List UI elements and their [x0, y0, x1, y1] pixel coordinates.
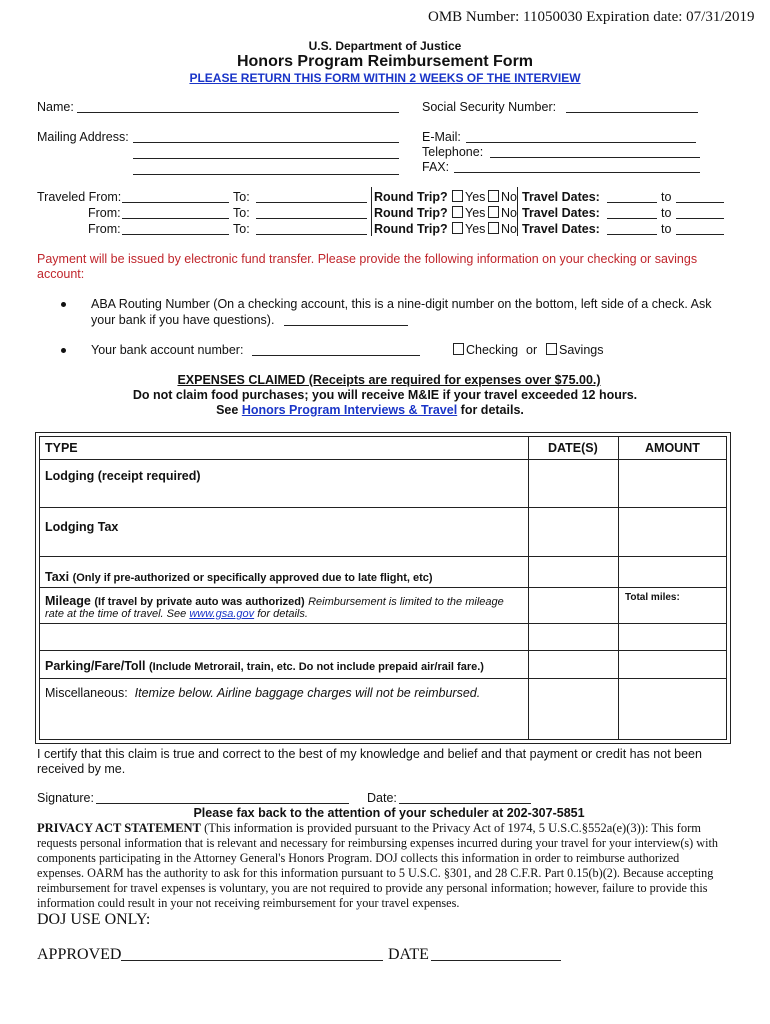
date-label: Date: — [367, 791, 397, 805]
round-trip-yes-3[interactable] — [452, 222, 485, 236]
parking-label — [45, 659, 484, 673]
mileage-line2-text: rate at the time of travel. See — [45, 608, 187, 620]
type-cell — [40, 679, 529, 739]
travel-date-start-2[interactable] — [607, 206, 657, 219]
amount-header-cell — [619, 437, 726, 459]
travel-date-end-3[interactable] — [676, 222, 724, 235]
aba-routing-field[interactable] — [284, 313, 408, 326]
privacy-title: PRIVACY ACT STATEMENT — [37, 821, 201, 835]
see-text: See — [216, 403, 239, 417]
form-title: Honors Program Reimbursement Form — [236, 53, 534, 70]
table-row-mileage — [40, 588, 726, 624]
type-header-cell — [40, 437, 529, 459]
mileage-line-1 — [45, 594, 504, 608]
approved-label: APPROVED — [37, 946, 122, 963]
return-notice: PLEASE RETURN THIS FORM WITHIN 2 WEEKS OF THE INTERVIEW — [189, 71, 581, 85]
taxi-main: Taxi — [45, 570, 70, 584]
type-cell — [40, 588, 529, 623]
agency-name: U.S. Department of Justice — [308, 39, 462, 53]
approved-field[interactable] — [121, 960, 383, 961]
blank-type-cell[interactable] — [40, 624, 529, 650]
payment-notice-line-2: account: — [37, 267, 85, 281]
travel-date-start-1[interactable] — [607, 190, 657, 203]
lodging-amount-cell[interactable] — [619, 460, 726, 507]
privacy-line-1 — [37, 821, 701, 836]
yes-label: Yes — [465, 206, 486, 220]
lodging-tax-dates-cell[interactable] — [529, 508, 619, 556]
privacy-line-5: reimbursement for travel expenses is voluntary, you are not required to provide any personal information; however, failure to provide this — [37, 881, 708, 895]
mailing-address-line-2[interactable] — [133, 146, 399, 159]
type-header: TYPE — [45, 441, 78, 455]
blank-amount-cell[interactable] — [619, 624, 726, 650]
type-cell — [40, 508, 529, 556]
parking-note: (Include Metrorail, train, etc. Do not include prepaid air/rail fare.) — [148, 661, 484, 673]
mileage-dates-cell[interactable] — [529, 588, 619, 623]
bullet-icon — [61, 302, 66, 307]
gsa-link[interactable]: www.gsa.gov — [189, 608, 255, 620]
to-label-3: To: — [233, 222, 250, 236]
blank-dates-cell[interactable] — [529, 624, 619, 650]
type-cell — [40, 460, 529, 507]
dates-header: DATE(S) — [548, 441, 598, 455]
yes-label: Yes — [465, 190, 486, 204]
privacy-line-2: requests personal information that is relevant and necessary for reimbursing expenses incurred during your travel for your interview(s) with — [37, 836, 718, 850]
total-miles-label: Total miles: — [625, 592, 680, 603]
travel-divider-1 — [371, 187, 372, 236]
round-trip-no-2[interactable] — [488, 206, 517, 220]
travel-divider-2 — [517, 187, 518, 236]
checkbox-icon — [452, 222, 463, 234]
round-trip-yes-2[interactable] — [452, 206, 485, 220]
savings-label: Savings — [559, 343, 604, 357]
privacy-line-3: components participating in the Attorney General's Honors Program. DOJ collects this information in order to reimburse authorized — [37, 851, 680, 865]
privacy-line1-text: (This information is provided pursuant to the Privacy Act of 1974, 5 U.S.C.§552a(e)(3)): This form — [204, 821, 701, 835]
checking-option[interactable] — [453, 343, 518, 357]
mileage-main: Mileage — [45, 594, 91, 608]
certify-line-2: received by me. — [37, 762, 126, 776]
mailing-address-line-3[interactable] — [133, 162, 399, 175]
travel-date-end-1[interactable] — [676, 190, 724, 203]
taxi-dates-cell[interactable] — [529, 557, 619, 587]
date-field[interactable] — [399, 791, 531, 804]
mileage-line-2 — [45, 608, 308, 620]
or-label: or — [526, 343, 538, 357]
no-label: No — [501, 222, 517, 236]
to-field-3[interactable] — [256, 222, 367, 235]
signature-label: Signature: — [37, 791, 94, 805]
ssn-field[interactable] — [566, 100, 698, 113]
round-trip-label-1: Round Trip? — [374, 190, 448, 204]
parking-amount-cell[interactable] — [619, 651, 726, 678]
ssn-label: Social Security Number: — [422, 100, 557, 114]
from-label-3: From: — [88, 222, 121, 236]
fax-field[interactable] — [454, 160, 700, 173]
travel-dates-label-2: Travel Dates: — [522, 206, 600, 220]
to-lower-2: to — [661, 206, 672, 220]
travel-date-start-3[interactable] — [607, 222, 657, 235]
round-trip-label-2: Round Trip? — [374, 206, 448, 220]
telephone-field[interactable] — [490, 145, 700, 158]
certify-line-1: I certify that this claim is true and correct to the best of my knowledge and belief and that payment or credit has not been — [37, 747, 702, 761]
yes-label: Yes — [465, 222, 486, 236]
doj-date-field[interactable] — [431, 960, 561, 961]
from-field-1[interactable] — [122, 190, 229, 203]
for-details-text: for details. — [460, 403, 524, 417]
travel-dates-label-3: Travel Dates: — [522, 222, 600, 236]
dates-header-cell — [529, 437, 619, 459]
checkbox-icon — [453, 343, 464, 355]
doj-use-only: DOJ USE ONLY: — [37, 911, 151, 928]
table-row-blank — [40, 624, 726, 651]
table-row-lodging — [40, 460, 726, 508]
mileage-amount-cell[interactable] — [619, 588, 726, 623]
telephone-label: Telephone: — [422, 145, 484, 159]
lodging-label: Lodging (receipt required) — [45, 469, 201, 483]
fax-label: FAX: — [422, 160, 450, 174]
table-row-lodging-tax — [40, 508, 726, 557]
taxi-amount-cell[interactable] — [619, 557, 726, 587]
mailing-address-label: Mailing Address: — [37, 130, 129, 144]
honors-program-link[interactable]: Honors Program Interviews & Travel — [241, 403, 458, 417]
savings-option[interactable] — [546, 343, 603, 357]
checking-label: Checking — [466, 343, 519, 357]
mileage-line2-end: for details. — [257, 608, 308, 620]
to-field-2[interactable] — [256, 206, 367, 219]
table-row-taxi — [40, 557, 726, 588]
checkbox-icon — [488, 190, 499, 202]
expenses-heading: EXPENSES CLAIMED (Receipts are required for expenses over $75.00.) — [177, 373, 601, 387]
mailing-address-line-1[interactable] — [133, 130, 399, 143]
amount-header: AMOUNT — [645, 441, 700, 455]
lodging-tax-label: Lodging Tax — [45, 520, 119, 534]
checkbox-icon — [488, 222, 499, 234]
doj-date-label: DATE — [388, 946, 429, 963]
taxi-note: (Only if pre-authorized or specifically approved due to late flight, etc) — [72, 572, 433, 584]
checkbox-icon — [546, 343, 557, 355]
bank-account-label: Your bank account number: — [91, 343, 244, 357]
table-row-parking — [40, 651, 726, 679]
from-field-2[interactable] — [122, 206, 229, 219]
name-field[interactable] — [77, 100, 399, 113]
table-header-row — [40, 437, 726, 460]
to-label-1: To: — [233, 190, 250, 204]
misc-amount-cell[interactable] — [619, 679, 726, 739]
to-label-2: To: — [233, 206, 250, 220]
no-label: No — [501, 190, 517, 204]
table-row-miscellaneous — [40, 679, 726, 739]
bank-account-field[interactable] — [252, 343, 420, 356]
round-trip-yes-1[interactable] — [452, 190, 485, 204]
travel-dates-label-1: Travel Dates: — [522, 190, 600, 204]
privacy-line-6: information could result in your not receiving reimbursement for your travel expenses. — [37, 896, 460, 910]
food-notice: Do not claim food purchases; you will receive M&IE if your travel exceeded 12 hours. — [132, 388, 638, 402]
see-details-line — [0, 403, 740, 417]
email-label: E-Mail: — [422, 130, 461, 144]
round-trip-no-3[interactable] — [488, 222, 517, 236]
bullet-icon — [61, 348, 66, 353]
travel-date-end-2[interactable] — [676, 206, 724, 219]
misc-main: Miscellaneous: — [45, 686, 128, 700]
parking-dates-cell[interactable] — [529, 651, 619, 678]
from-field-3[interactable] — [122, 222, 229, 235]
expense-table — [35, 432, 731, 744]
to-lower-3: to — [661, 222, 672, 236]
misc-label — [45, 686, 480, 700]
name-label: Name: — [37, 100, 74, 114]
type-cell — [40, 651, 529, 678]
aba-routing-line-1: ABA Routing Number (On a checking account, this is a nine-digit number on the bottom, left side of a check. Ask — [91, 297, 712, 311]
omb-number: OMB Number: 11050030 Expiration date: 07/31/2019 — [428, 9, 755, 25]
traveled-from-label: Traveled From: — [37, 190, 122, 204]
from-label-2: From: — [88, 206, 121, 220]
taxi-label — [45, 570, 433, 584]
checkbox-icon — [452, 190, 463, 202]
mileage-italic: Reimbursement is limited to the mileage — [308, 596, 504, 608]
to-lower-1: to — [661, 190, 672, 204]
no-label: No — [501, 206, 517, 220]
privacy-line-4: expenses. OARM has the authority to ask for this information pursuant to 5 U.S.C. §301, and 28 C.F.R. Part 0.15(b)(2). Because accepting — [37, 866, 714, 880]
checkbox-icon — [452, 206, 463, 218]
parking-main: Parking/Fare/Toll — [45, 659, 146, 673]
misc-note: Itemize below. Airline baggage charges will not be reimbursed. — [134, 686, 481, 700]
misc-dates-cell[interactable] — [529, 679, 619, 739]
payment-notice-line-1: Payment will be issued by electronic fund transfer. Please provide the following information on your checking or savings — [37, 252, 698, 266]
fax-back-notice: Please fax back to the attention of your scheduler at 202-307-5851 — [193, 806, 585, 820]
lodging-tax-amount-cell[interactable] — [619, 508, 726, 556]
checkbox-icon — [488, 206, 499, 218]
expense-table-inner — [39, 436, 727, 740]
type-cell — [40, 557, 529, 587]
round-trip-no-1[interactable] — [488, 190, 517, 204]
mileage-note: (If travel by private auto was authorized) — [94, 596, 305, 608]
to-field-1[interactable] — [256, 190, 367, 203]
signature-field[interactable] — [96, 791, 349, 804]
lodging-dates-cell[interactable] — [529, 460, 619, 507]
aba-routing-line-2: your bank if you have questions). — [91, 313, 275, 327]
email-field[interactable] — [466, 130, 696, 143]
round-trip-label-3: Round Trip? — [374, 222, 448, 236]
